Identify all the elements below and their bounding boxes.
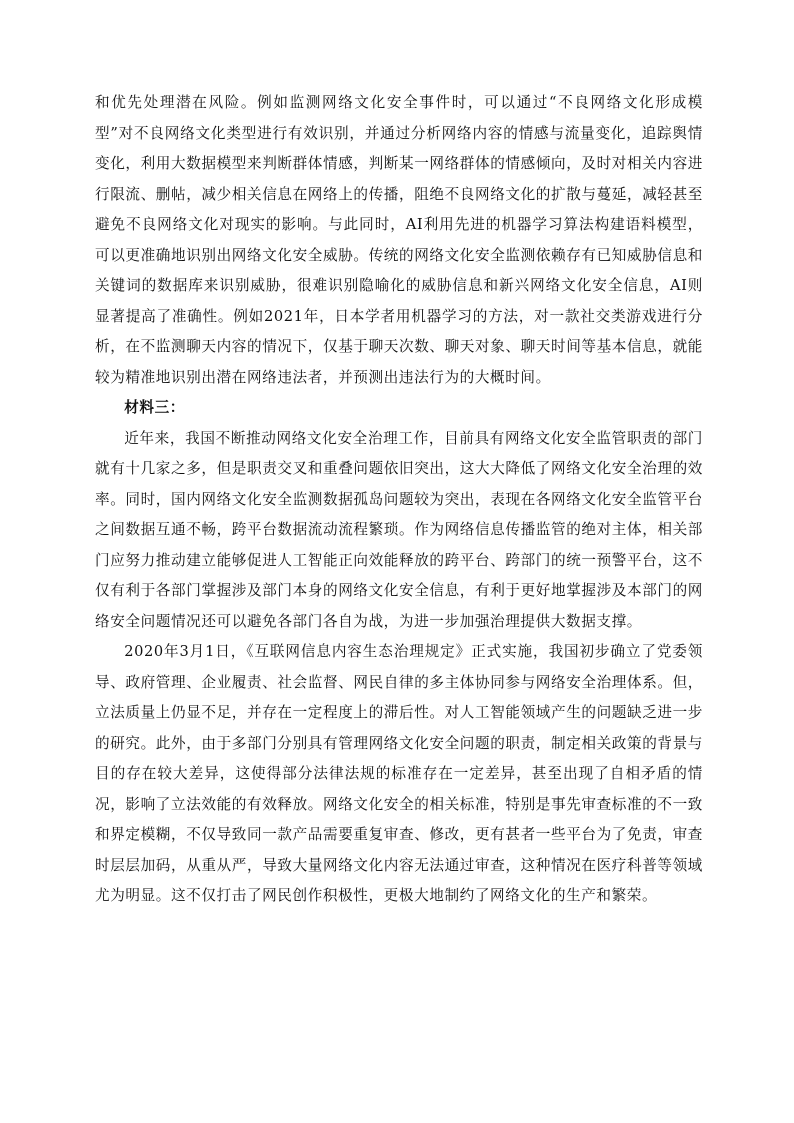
section-heading-material-3: 材料三： (124, 399, 185, 416)
paragraph-continuation: 和优先处理潜在风险。例如监测网络文化安全事件时，可以通过“不良网络文化形成模型”对不良网络文化类型进行有效识别，并通过分析网络内容的情感与流量变化，追踪舆情变化，利用大数据模型来判断群体情感，判断某一网络群体的情感倾向，及时对相关内容进行限流、删帖，减少相关信息在网络上的传播，阻绝不良网络文化的扩散与蔓延，减轻甚至避免不良网络文化对现实的影响。与此同时，AI利用先进的机器学习算法构建语料模型，可以更准确地识别出网络文化安全威胁。传统的网络文化安全监测依赖存有已知威胁信息和关键词的数据库来识别威胁，很难识别隐喻化的威胁信息和新兴网络文化安全信息，AI则显著提高了准确性。例如2021年，日本学者用机器学习的方法，对一款社交类游戏进行分析，在不监测聊天内容的情况下，仅基于聊天次数、聊天对象、聊天时间等基本信息，就能较为精准地识别出潜在网络违法者，并预测出违法行为的大概时间。 (95, 94, 703, 386)
document-page (95, 88, 703, 912)
paragraph-regulation-legislation: 2020年3月1日，《互联网信息内容生态治理规定》正式实施，我国初步确立了党委领导、政府管理、企业履责、社会监督、网民自律的多主体协同参与网络安全治理体系。但，立法质量上仍显不足，并存在一定程度上的滞后性。对人工智能领域产生的问题缺乏进一步的研究。此外，由于多部门分别具有管理网络文化安全问题的职责，制定相关政策的背景与目的存在较大差异，这使得部分法律法规的标准存在一定差异，甚至出现了自相矛盾的情况，影响了立法效能的有效释放。网络文化安全的相关标准，特别是事先审查标准的不一致和界定模糊，不仅导致同一款产品需要重复审查、修改，更有甚者一些平台为了免责，审查时层层加码，从重从严，导致大量网络文化内容无法通过审查，这种情况在医疗科普等领域尤为明显。这不仅打击了网民创作积极性，更极大地制约了网络文化的生产和繁荣。 (95, 643, 703, 904)
paragraph-governance-departments: 近年来，我国不断推动网络文化安全治理工作，目前具有网络文化安全监管职责的部门就有十几家之多，但是职责交叉和重叠问题依旧突出，这大大降低了网络文化安全治理的效率。同时，国内网络文化安全监测数据孤岛问题较为突出，表现在各网络文化安全监管平台之间数据互通不畅，跨平台数据流动流程繁琐。作为网络信息传播监管的绝对主体，相关部门应努力推动建立能够促进人工智能正向效能释放的跨平台、跨部门的统一预警平台，这不仅有利于各部门掌握涉及部门本身的网络文化安全信息，有利于更好地掌握涉及本部门的网络安全问题情况还可以避免各部门各自为战，为进一步加强治理提供大数据支撑。 (95, 429, 703, 630)
